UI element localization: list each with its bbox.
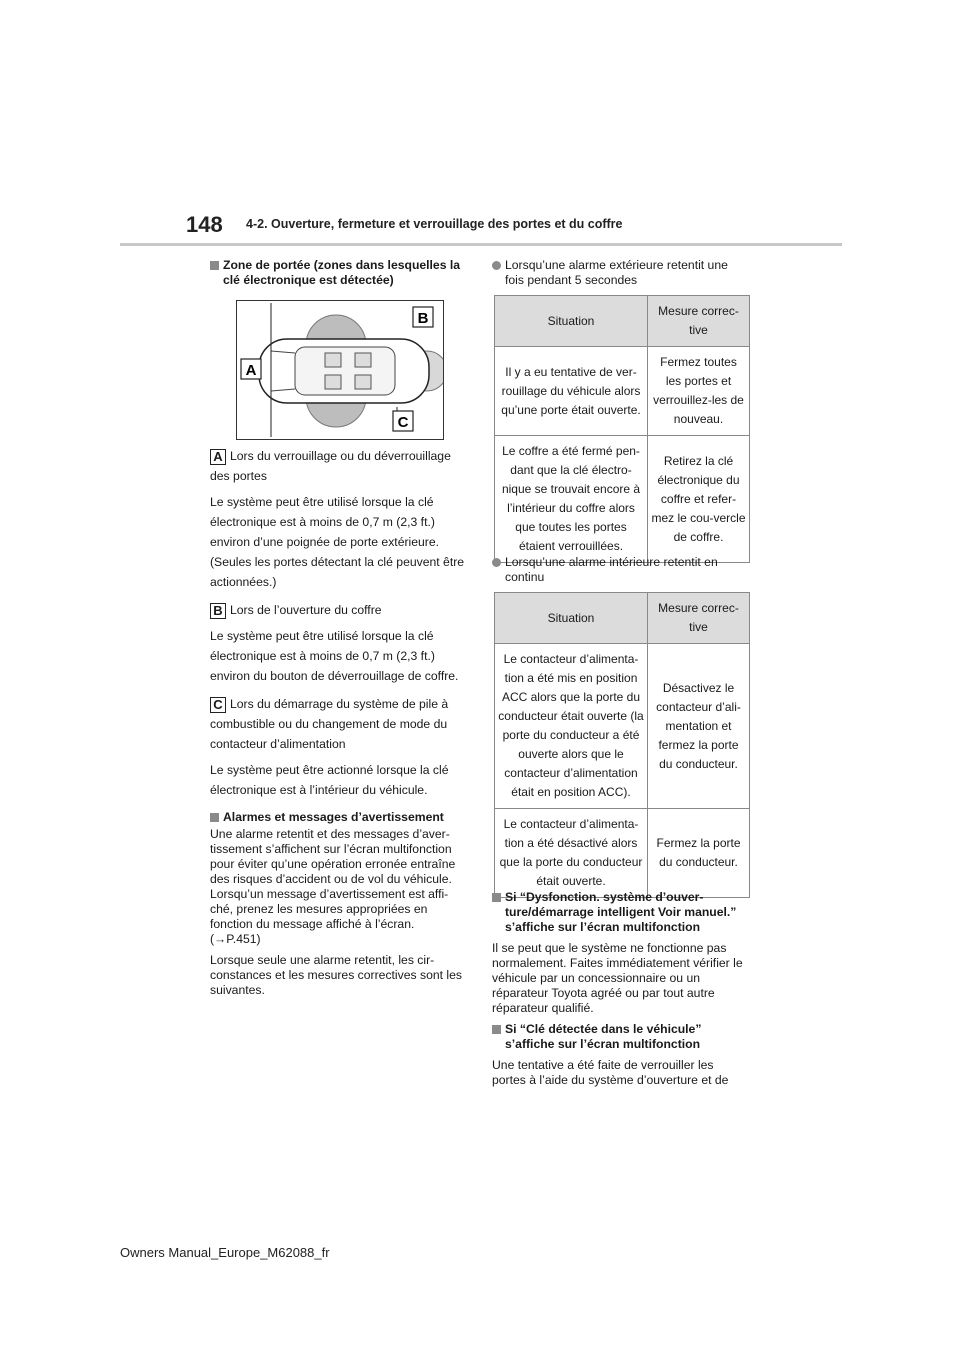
table-row bbox=[495, 809, 750, 898]
label-b: B bbox=[417, 310, 429, 327]
alarm-heading: Alarmes et messages d’avertissement bbox=[210, 810, 468, 825]
table-exterior-alarm bbox=[494, 295, 750, 563]
table-row bbox=[495, 347, 750, 436]
seat-rear-right bbox=[355, 375, 371, 389]
item-c-label: C bbox=[210, 697, 226, 713]
bullet-exterior-alarm: Lorsqu’une alarme extérieure retentit une fois pendant 5 secondes bbox=[492, 258, 750, 288]
table1-header-situation: Situation bbox=[495, 296, 648, 347]
item-b bbox=[210, 600, 468, 620]
table1-header-measure: Mesure correc-tive bbox=[648, 296, 750, 347]
table1-cell-measure: Retirez la clé électronique du coffre et refer-mez le cou-vercle de coffre. bbox=[648, 436, 750, 563]
table1-cell-situation: Le coffre a été fermé pen-dant que la clé électro-nique se trouvait encore à l’intérieur du coffre alors que toutes les portes étaient verrouillées. bbox=[495, 436, 648, 563]
left-column-body bbox=[210, 446, 468, 1004]
table-row bbox=[495, 436, 750, 563]
seat-front-left bbox=[325, 353, 341, 367]
left-column-top bbox=[210, 258, 466, 294]
label-c: C bbox=[397, 414, 409, 431]
table1-cell-situation: Il y a eu tentative de ver-rouillage du véhicule alors qu’une porte était ouverte. bbox=[495, 347, 648, 436]
right-column-mid bbox=[492, 555, 750, 591]
header-divider bbox=[120, 243, 842, 246]
page-number: 148 bbox=[186, 212, 223, 237]
zone-heading: Zone de portée (zones dans lesquelles la clé électronique est détectée) bbox=[210, 258, 466, 288]
car-range-illustration bbox=[237, 301, 443, 439]
table2-cell-measure: Désactivez le contacteur d’ali-mentation et fermez la porte du conducteur. bbox=[648, 644, 750, 809]
alarm-text-2: Lorsque seule une alarme retentit, les cir-constances et les mesures correctives sont les suivantes. bbox=[210, 953, 462, 997]
item-a-label: A bbox=[210, 449, 226, 465]
table1-cell-measure: Fermez toutes les portes et verrouillez-les de nouveau. bbox=[648, 347, 750, 436]
table2-header-situation: Situation bbox=[495, 593, 648, 644]
dysfunction-text: Il se peut que le système ne fonctionne pas normalement. Faites immédiatement vérifier le véhicule par un concessionnaire ou un réparateur Toyota agréé ou par tout autre réparateur qualifié. bbox=[492, 941, 743, 1015]
seat-rear-left bbox=[355, 353, 371, 367]
table2-cell-situation: Le contacteur d’alimenta-tion a été désactivé alors que la porte du conducteur était ouverte. bbox=[495, 809, 648, 898]
bullet-interior-alarm: Lorsqu’une alarme intérieure retentit en continu bbox=[492, 555, 750, 585]
item-a-text: Le système peut être utilisé lorsque la clé électronique est à moins de 0,7 m (2,3 ft.) environ d’une poignée de porte extérieure. (Seules les portes détectant la clé peuvent être actionnées.) bbox=[210, 495, 465, 589]
item-b-title: Lors de l’ouverture du coffre bbox=[230, 603, 382, 617]
item-c-title: Lors du démarrage du système de pile à combustible ou du changement de mode du contacteur d’alimentation bbox=[210, 697, 449, 751]
table-row bbox=[495, 644, 750, 809]
alarm-text: Une alarme retentit et des messages d’aver-tissement s’affichent sur l’écran multifonction pour éviter qu’une opération erronée entraîne des risques d’accident ou de vol du véhicule. Lorsqu’un message d’avertissement est affi-ché, prenez les mesures appropriées en fonction du message affiché à l’écran. (→P.451) bbox=[210, 827, 456, 946]
table2-cell-measure: Fermez la porte du conducteur. bbox=[648, 809, 750, 898]
label-a: A bbox=[245, 362, 257, 379]
car-cabin bbox=[295, 347, 395, 395]
item-c-text: Le système peut être actionné lorsque la clé électronique est à l’intérieur du véhicule. bbox=[210, 763, 449, 797]
item-b-text: Le système peut être utilisé lorsque la clé électronique est à moins de 0,7 m (2,3 ft.) environ du bouton de déverrouillage de coffre. bbox=[210, 629, 459, 683]
range-diagram bbox=[236, 300, 444, 440]
item-b-label: B bbox=[210, 603, 226, 619]
right-column-bottom bbox=[492, 890, 750, 1094]
table2-cell-situation: Le contacteur d’alimenta-tion a été mis en position ACC alors que la porte du conducteur était ouverte (la porte du conducteur a été ouverte alors que le contacteur d’alimentation était en position ACC). bbox=[495, 644, 648, 809]
key-detected-heading: Si “Clé détectée dans le véhicule” s’affiche sur l’écran multifonction bbox=[492, 1022, 750, 1052]
item-a bbox=[210, 446, 468, 486]
seat-front-right bbox=[325, 375, 341, 389]
item-c bbox=[210, 694, 468, 754]
dysfunction-heading: Si “Dysfonction. système d’ouver-ture/démarrage intelligent Voir manuel.” s’affiche sur l’écran multifonction bbox=[492, 890, 750, 935]
section-title: 4-2. Ouverture, fermeture et verrouillage des portes et du coffre bbox=[246, 217, 623, 231]
key-detected-text: Une tentative a été faite de verrouiller les portes à l’aide du système d’ouverture et de bbox=[492, 1058, 729, 1087]
right-column-top bbox=[492, 258, 750, 294]
table2-header-measure: Mesure correc-tive bbox=[648, 593, 750, 644]
table-interior-alarm bbox=[494, 592, 750, 898]
item-a-title: Lors du verrouillage ou du déverrouillage des portes bbox=[210, 449, 451, 483]
footer-doc-id: Owners Manual_Europe_M62088_fr bbox=[120, 1245, 330, 1260]
